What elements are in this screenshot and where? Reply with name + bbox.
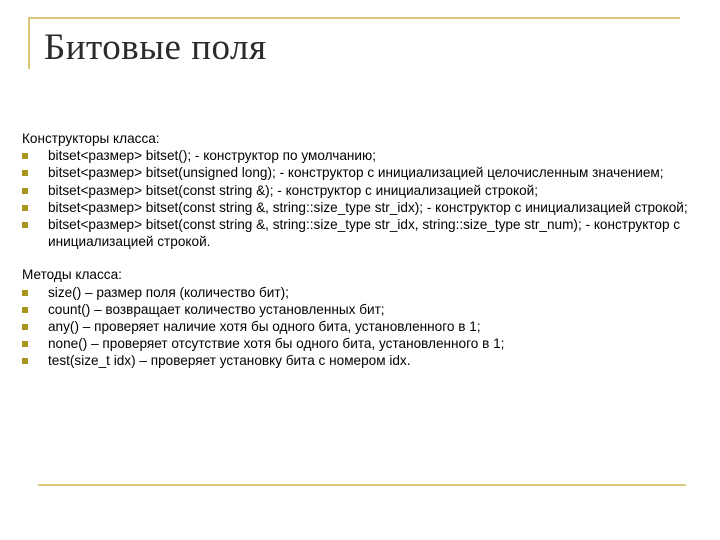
methods-heading: Методы класса: — [22, 267, 122, 283]
list-item — [22, 164, 698, 181]
list-item-text: bitset<размер> bitset(const string &, string::size_type str_idx); - конструктор с инициализацией строкой; — [48, 199, 688, 215]
list-item-text: count() – возвращает количество установленных бит; — [48, 301, 385, 317]
list-item-text: any() – проверяет наличие хотя бы одного бита, установленного в 1; — [48, 319, 481, 335]
square-bullet-icon — [22, 290, 28, 296]
list-item — [22, 199, 698, 216]
slide-title: Битовые поля — [44, 27, 267, 68]
square-bullet-icon — [22, 341, 28, 347]
square-bullet-icon — [22, 205, 28, 211]
list-item — [22, 318, 698, 335]
list-item-text: none() – проверяет отсутствие хотя бы одного бита, установленного в 1; — [48, 336, 505, 352]
list-item-text: test(size_t idx) – проверяет установку бита с номером idx. — [48, 353, 411, 369]
list-item-text: bitset<размер> bitset(const string &, string::size_type str_idx, string::size_type str_num); - конструктор с инициализацией строкой. — [48, 217, 681, 250]
square-bullet-icon — [22, 307, 28, 313]
slide-body — [22, 130, 698, 370]
square-bullet-icon — [22, 170, 28, 176]
list-item — [22, 216, 698, 250]
constructors-heading: Конструкторы класса: — [22, 131, 160, 146]
list-item — [22, 284, 698, 301]
list-item — [22, 182, 698, 199]
list-item-text: bitset<размер> bitset(unsigned long); - конструктор с инициализацией целочисленным значением; — [48, 165, 664, 181]
list-item-text: bitset<размер> bitset(const string &); - конструктор с инициализацией строкой; — [48, 182, 539, 198]
list-item-text: size() – размер поля (количество бит); — [48, 284, 289, 300]
methods-list — [22, 284, 698, 370]
list-item — [22, 352, 698, 369]
square-bullet-icon — [22, 222, 28, 228]
square-bullet-icon — [22, 153, 28, 159]
constructors-list — [22, 147, 698, 250]
section-spacer — [22, 250, 698, 266]
square-bullet-icon — [22, 358, 28, 364]
bottom-divider — [38, 484, 686, 486]
list-item — [22, 301, 698, 318]
square-bullet-icon — [22, 188, 28, 194]
list-item-text: bitset<размер> bitset(); - конструктор по умолчанию; — [48, 148, 376, 164]
list-item — [22, 335, 698, 352]
list-item — [22, 147, 698, 164]
square-bullet-icon — [22, 324, 28, 330]
